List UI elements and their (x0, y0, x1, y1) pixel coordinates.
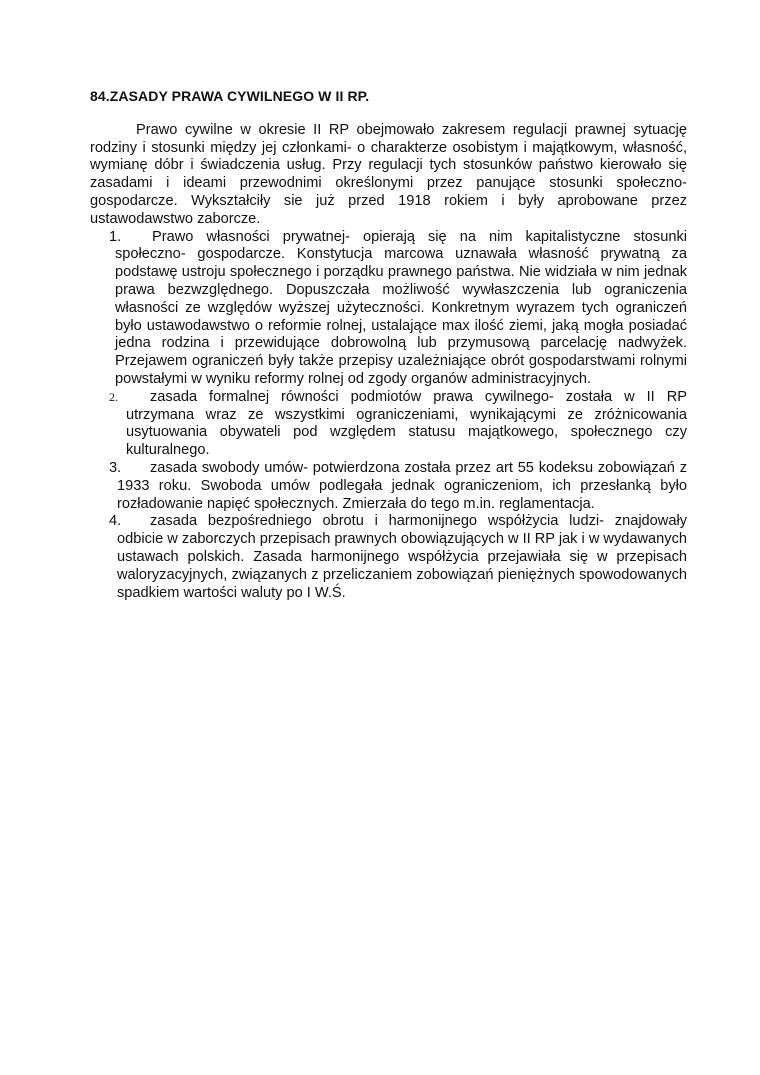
principles-list (90, 229, 687, 603)
list-item (90, 229, 687, 389)
list-item-text: zasada bezpośredniego obrotu i harmonijnego współżycia ludzi- znajdowały odbicie w zaborczych przepisach prawnych obowiązujących w II RP jak i w wydawanych ustawach polskich. Zasada harmonijnego współżycia przejawiała się w przepisach waloryzacyjnych, związanych z przeliczaniem zobowiązań pieniężnych spowodowanych spadkiem wartości waluty po I W.Ś. (117, 513, 687, 601)
list-item-number: 4. (109, 513, 122, 530)
document-title: 84.ZASADY PRAWA CYWILNEGO W II RP. (90, 88, 370, 104)
list-item-text: zasada swobody umów- potwierdzona została przez art 55 kodeksu zobowiązań z 1933 roku. Swoboda umów podlegała jednak ograniczeniom, ich przesłanką było rozładowanie napięć społecznych. Zmierzała do tego m.in. reglamentacja. (117, 459, 687, 512)
intro-paragraph: Prawo cywilne w okresie II RP obejmowało zakresem regulacji prawnej sytuację rodziny i stosunki między jej członkami- o charakterze osobistym i majątkowym, własność, wymianę dóbr i świadczenia usług. Przy regulacji tych stosunków państwo kierowało się zasadami i ideami przewodnimi określonymi przez panujące stosunki społeczno- gospodarcze. Wykształciły sie już przed 1918 rokiem i były aprobowane przez ustawodawstwo zaborcze. (90, 121, 687, 227)
list-item-number: 2. (109, 389, 118, 404)
list-item (90, 513, 687, 602)
list-item (90, 389, 687, 460)
list-item-number: 1. (109, 228, 122, 245)
document-page (90, 88, 687, 602)
list-item-number: 3. (109, 459, 122, 476)
list-item (90, 460, 687, 513)
list-item-text: Prawo własności prywatnej- opierają się na nim kapitalistyczne stosunki społeczno- gospodarcze. Konstytucja marcowa uznawała własność prywatną za podstawę ustroju społecznego i porządku prawnego państwa. Nie widziała w nim jednak prawa bezwzględnego. Dopuszczała możliwość wywłaszczenia lub ograniczenia własności ze względów wyższej użyteczności. Konkretnym wyrazem tych ograniczeń było ustawodawstwo o reformie rolnej, ustalające max ilość ziemi, jaką mogła posiadać jedna rodzina i przewidujące dobrowolną lub przymusową parcelację nadwyżek. Przejawem ograniczeń były także przepisy uzależniające obrót gospodarstwami rolnymi powstałymi w wyniku reformy rolnej od zgody organów administracyjnych. (115, 228, 687, 387)
list-item-text: zasada formalnej równości podmiotów prawa cywilnego- została w II RP utrzymana wraz ze wszystkimi ograniczeniami, wynikającymi ze zróżnicowania usytuowania obywateli pod względem statusu majątkowego, społecznego czy kulturalnego. (126, 388, 687, 459)
